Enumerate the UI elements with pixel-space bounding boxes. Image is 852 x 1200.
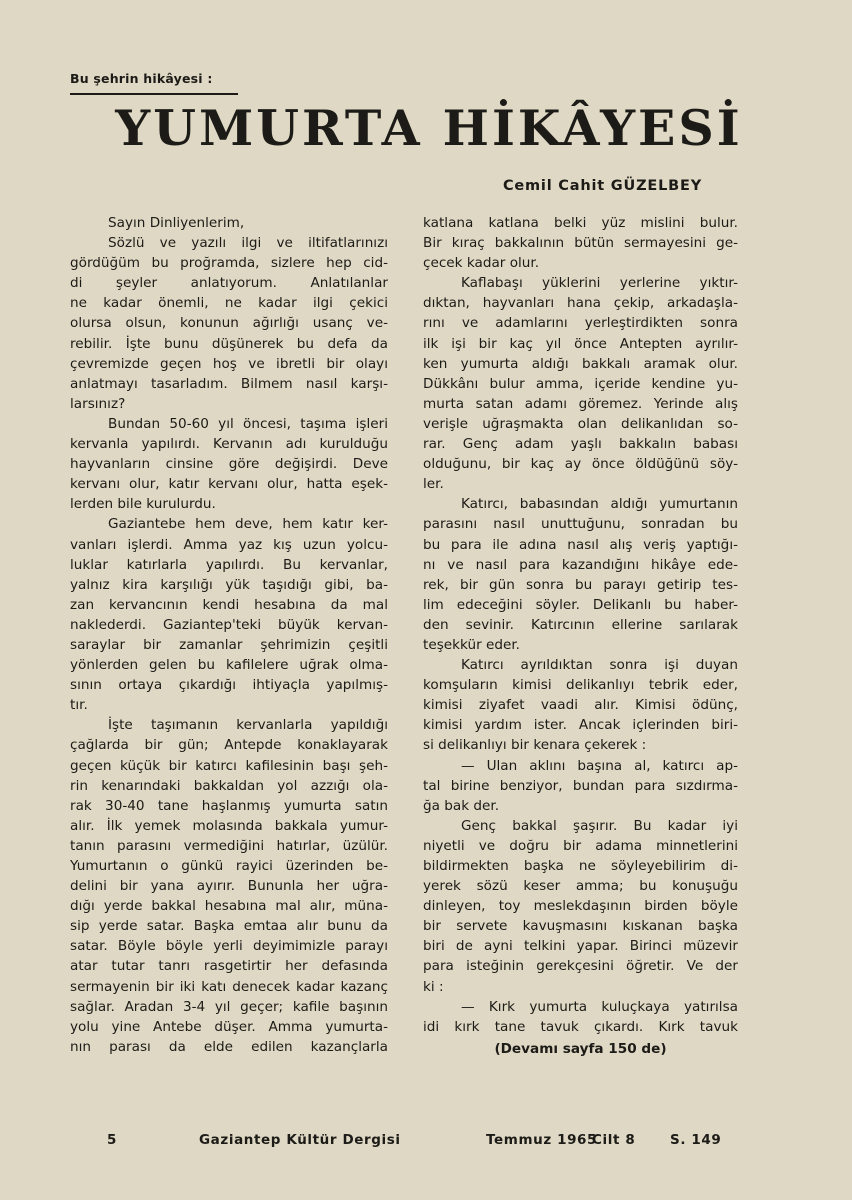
text-line: para isteğinin gerekçesini öğretir. Ve der	[423, 958, 738, 975]
text-line: Bundan 50-60 yıl öncesi, taşıma işleri	[108, 415, 388, 432]
text-line: Sayın Dinliyenlerim,	[108, 215, 245, 231]
text-line: alır. İlk yemek molasında bakkala yumur-	[70, 817, 388, 834]
text-line: yönlerden gelen bu kafilelere uğrak olma-	[70, 657, 388, 674]
text-line: si delikanlıyı bir kenara çekerek :	[423, 737, 647, 754]
text-line: çağlarda bir gün; Antepde konaklayarak	[70, 737, 388, 754]
text-line: luklar katırlarla yapılırdı. Bu kervanlar,	[70, 556, 388, 573]
text-line: kimisi yardım ister. Ancak içlerinden biri-	[423, 717, 738, 734]
text-line: biri de ayni telkini yapar. Birinci müzevir	[423, 938, 738, 955]
text-line: rar. Genç adam yaşlı bakkalın babası	[423, 436, 738, 453]
text-line: tanın parasını vermediğini hatırlar, üzülür.	[70, 837, 388, 854]
text-line: olursa olsun, konunun ağırlığı usanç ve-	[70, 315, 388, 332]
article-title: YUMURTA HİKÂYESİ	[115, 99, 743, 157]
text-line: saraylar bir zamanlar şehrimizin çeşitli	[70, 636, 388, 653]
text-line: delini bir yana ayırır. Bununla her uğra-	[70, 878, 388, 895]
text-line: olduğunu, bir kaç ay önce öldüğünü söy-	[423, 456, 738, 473]
footer-journal-name: Gaziantep Kültür Dergisi	[199, 1132, 401, 1148]
text-line: ki :	[423, 978, 444, 995]
text-line: komşuların kimisi delikanlıyı tebrik eder,	[423, 677, 738, 694]
text-line: çevremizde geçen hoş ve ibretli bir olayı	[70, 355, 388, 372]
footer-volume: Cilt 8	[592, 1132, 636, 1148]
text-line: bildirmekten başka ne söyleyebilirim di-	[423, 858, 738, 874]
text-line: tal birine benziyor, bundan para sızdırma-	[423, 777, 738, 794]
text-line: hayvanların cinsine göre değişirdi. Deve	[70, 456, 388, 473]
text-line: yolu yine Antebe düşer. Amma yumurta-	[70, 1018, 388, 1035]
text-line: ler.	[423, 476, 444, 493]
text-line: rek, bir gün sonra bu parayı getirip tes-	[423, 576, 738, 593]
text-line: nı ve nasıl para kazandığını hikâye ede-	[423, 556, 738, 573]
text-line: rını ve adamlarını yerleştirdikten sonra	[423, 315, 738, 332]
continued-note: (Devamı sayfa 150 de)	[494, 1040, 667, 1057]
text-line: sip yerde satar. Başka emtaa alır bunu da	[70, 918, 388, 935]
text-line: Genç bakkal şaşırır. Bu kadar iyi	[461, 817, 738, 834]
text-line: larsınız?	[70, 395, 126, 412]
text-line: lim edeceğini söyler. Delikanlı bu haber-	[423, 596, 738, 613]
text-line: bir servete kavuşmasını kıskanan başka	[423, 918, 738, 935]
text-line: dinleyen, toy meslekdaşının birden böyle	[423, 898, 738, 915]
text-line: bu para ile adına nasıl alış veriş yaptığı-	[423, 536, 738, 553]
text-line: Katırcı ayrıldıktan sonra işi duyan	[461, 657, 738, 674]
text-line: dığı yerde bakkal hesabına mal alır, müna-	[70, 898, 388, 915]
text-line: ilk işi bir kaç yıl önce Antepten ayrılır-	[423, 335, 738, 352]
text-line: idi kırk tane tavuk çıkardı. Kırk tavuk	[423, 1018, 738, 1035]
text-line: İşte taşımanın kervanlarla yapıldığı	[108, 717, 388, 734]
author-name: Cemil Cahit GÜZELBEY	[502, 178, 702, 194]
text-line: ken yumurta aldığı bakkalı aramak olur.	[423, 355, 738, 372]
text-line: parasını nasıl unuttuğunu, sonradan bu	[423, 516, 738, 533]
text-line: çecek kadar olur.	[423, 255, 540, 272]
text-line: anlatmayı tasarladım. Bilmem nasıl karşı-	[70, 375, 388, 392]
left-column	[70, 213, 388, 1057]
text-line: — Kırk yumurta kuluçkaya yatırılsa	[461, 998, 738, 1015]
text-line: Dükkânı bulur amma, içeride kendine yu-	[423, 375, 738, 392]
section-label: Bu şehrin hikâyesi :	[70, 71, 213, 86]
text-line: — Ulan aklını başına al, katırcı ap-	[461, 757, 738, 774]
footer-issue: S. 149	[670, 1132, 722, 1148]
text-line: Yumurtanın o günkü rayici üzerinden be-	[70, 858, 388, 874]
text-line: verişle uğraşmakta olan delikanlıdan so-	[423, 415, 738, 432]
text-line: katlana katlana belki yüz mislini bulur.	[423, 215, 738, 231]
text-line: kervanla yapılırdı. Kervanın adı kurulduğu	[70, 436, 388, 453]
text-line: Kaflabaşı yüklerini yerlerine yıktır-	[461, 275, 738, 292]
section-rule	[70, 93, 238, 95]
text-line: Bir kıraç bakkalının bütün sermayesini ge-	[423, 235, 738, 252]
text-line: Gaziantebe hem deve, hem katır ker-	[108, 516, 388, 533]
right-column	[423, 213, 738, 1059]
text-line: murta satan adamı göremez. Yerinde alış	[423, 395, 738, 412]
text-line: niyetli ve doğru bir adama minnetlerini	[423, 837, 738, 854]
text-line: gördüğüm bu proğramda, sizlere hep cid-	[70, 255, 388, 272]
text-line: sağlar. Aradan 3-4 yıl geçer; kafile başının	[70, 998, 388, 1015]
text-line: dıktan, hayvanları hana çekip, arkadaşla-	[423, 295, 738, 312]
text-line: atar tutar tanrı rasgetirtir her defasında	[70, 958, 388, 975]
text-line: ne kadar önemli, ne kadar ilgi çekici	[70, 295, 388, 312]
text-line: kimisi ziyafet vaadi alır. Kimisi ödünç,	[423, 697, 738, 714]
text-line: geçen küçük bir katırcı kafilesinin başı şeh-	[70, 757, 388, 774]
text-line: Katırcı, babasından aldığı yumurtanın	[461, 496, 738, 513]
footer-page-number: 5	[107, 1132, 117, 1148]
text-line: sının ortaya çıkardığı ihtiyaçla yapılmış-	[70, 677, 388, 694]
footer-date: Temmuz 1965	[486, 1132, 598, 1148]
text-line: di şeyler anlatıyorum. Anlatılanlar	[70, 275, 388, 292]
text-line: rin kenarındaki bakkaldan yol azzığı ola-	[70, 777, 388, 794]
text-line: Sözlü ve yazılı ilgi ve iltifatlarınızı	[108, 235, 388, 252]
text-line: naklederdi. Gaziantep'teki büyük kervan-	[70, 616, 388, 633]
text-line: kervanı olur, katır kervanı olur, hatta eşek-	[70, 476, 388, 493]
text-line: rak 30-40 tane haşlanmış yumurta satın	[70, 797, 388, 814]
text-line: tır.	[70, 697, 88, 714]
text-line: den sevinir. Katırcının ellerine sarılarak	[423, 616, 738, 633]
text-line: yerek sözü keser amma; bu konuşuğu	[423, 878, 738, 895]
text-line: zan kervancının kendi hesabına da mal	[70, 596, 388, 613]
text-line: vanları işlerdi. Amma yaz kış uzun yolcu-	[70, 536, 388, 553]
text-line: ğa bak der.	[423, 797, 500, 814]
text-line: nın parası da elde edilen kazançlarla	[70, 1038, 388, 1055]
text-line: teşekkür eder.	[423, 636, 521, 653]
text-line: yalnız kira karşılığı yük taşıdığı gibi, ba-	[70, 576, 388, 593]
text-line: lerden bile kurulurdu.	[70, 496, 216, 513]
text-line: rebilir. İşte bunu düşünerek bu defa da	[70, 335, 388, 352]
text-line: satar. Böyle böyle yerli deyimimizle parayı	[70, 938, 388, 955]
text-line: sermayenin bir iki katı denecek kadar kazanç	[70, 978, 388, 995]
